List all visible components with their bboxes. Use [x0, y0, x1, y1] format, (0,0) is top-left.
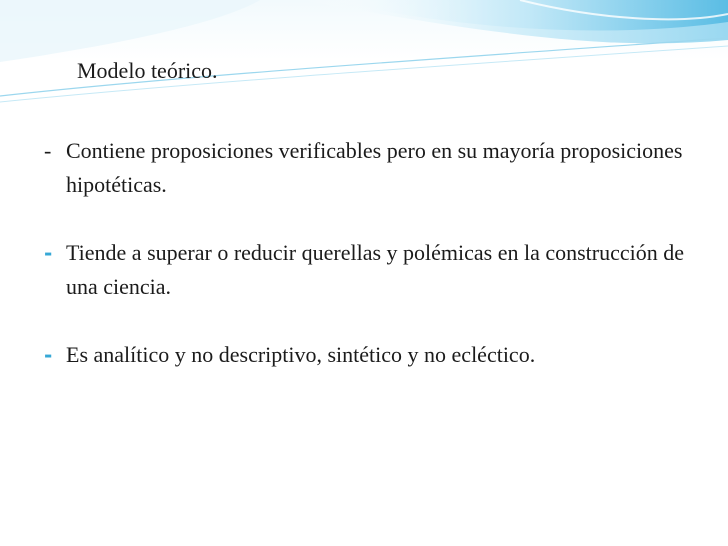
slide-title: Modelo teórico.	[77, 58, 218, 83]
dash-bullet-icon: -	[44, 138, 52, 163]
bullet-text: Contiene proposiciones verificables pero en su mayoría proposiciones hipotéticas.	[66, 138, 683, 197]
bullet-item	[44, 134, 686, 202]
bullet-text: Es analítico y no descriptivo, sintético y no ecléctico.	[66, 342, 536, 367]
bullet-item	[44, 338, 686, 372]
wave-decoration	[0, 0, 728, 110]
dash-bullet-icon: -	[44, 343, 53, 367]
dash-bullet-icon: -	[44, 241, 53, 265]
bullet-item	[44, 236, 686, 304]
bullet-list	[44, 134, 686, 406]
bullet-text: Tiende a superar o reducir querellas y polémicas en la construcción de una ciencia.	[66, 240, 685, 299]
